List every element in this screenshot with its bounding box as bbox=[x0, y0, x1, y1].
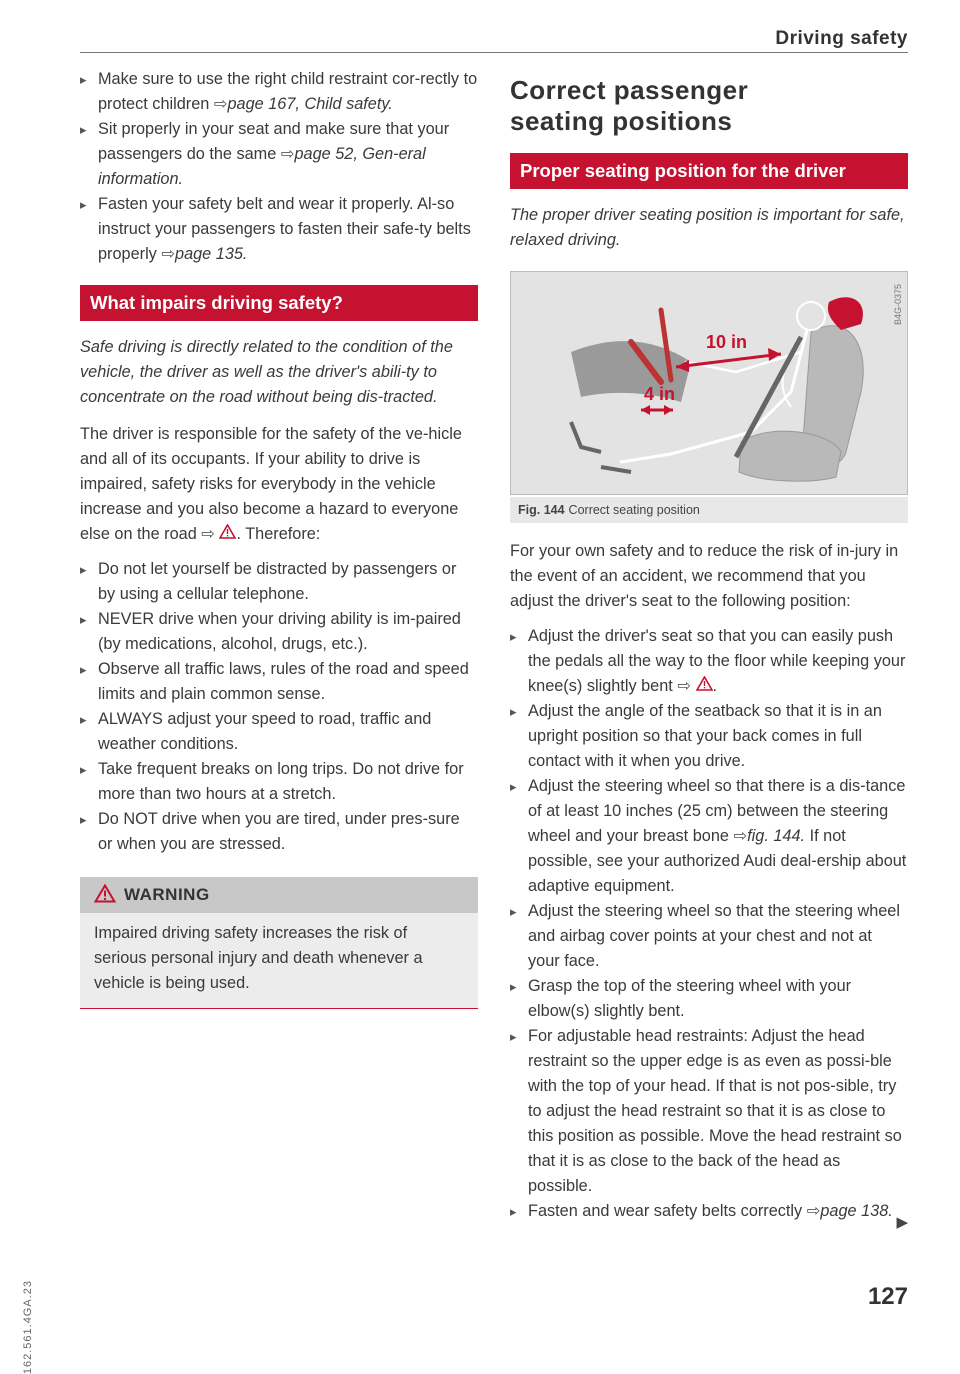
reference-arrow-icon: ⇨ bbox=[213, 95, 228, 113]
warning-title: WARNING bbox=[80, 877, 478, 913]
top-bullet-list bbox=[80, 67, 478, 267]
list-item: ▸ Make sure to use the right child restraint cor-rectly to protect children ⇨page 167, Child safety. bbox=[80, 67, 478, 117]
list-item: ▸ Adjust the steering wheel so that the steering wheel and airbag cover points at your chest and not at your face. bbox=[510, 899, 908, 974]
reference-arrow-icon: ⇨ bbox=[201, 525, 220, 543]
page-title: Correct passenger seating positions bbox=[510, 75, 749, 136]
figure-reference[interactable]: fig. 144. bbox=[747, 827, 806, 845]
page-reference[interactable]: page 138. bbox=[820, 1202, 893, 1220]
distance-label-4in: 4 in bbox=[644, 384, 676, 404]
list-item: ▸ NEVER drive when your driving ability is im-paired (by medications, alcohol, drugs, etc.). bbox=[80, 607, 478, 657]
driver-seating-diagram bbox=[511, 272, 907, 494]
list-item: ▸ Take frequent breaks on long trips. Do not drive for more than two hours at a stretch. bbox=[80, 757, 478, 807]
impairment-bullet-list bbox=[80, 557, 478, 857]
figure-caption: Fig. 144 Correct seating position bbox=[510, 497, 908, 523]
left-column bbox=[80, 67, 478, 1009]
list-item: ▸ Fasten and wear safety belts correctly ⇨page 138. bbox=[510, 1199, 908, 1224]
body-paragraph: The driver is responsible for the safety of the ve-hicle and all of its occupants. If your ability to drive is impaired, safety risks for everybody in the vehicle increase and you also become a hazard to everyone else on the road ⇨ . Therefore: bbox=[80, 425, 462, 543]
warning-box bbox=[80, 877, 478, 1009]
warning-triangle-icon bbox=[696, 677, 713, 695]
list-item: ▸ Fasten your safety belt and wear it properly. Al-so instruct your passengers to fasten their safe-ty belts properly ⇨page 135. bbox=[80, 192, 478, 267]
page-reference[interactable]: page 167, Child safety. bbox=[227, 95, 393, 113]
list-item: ▸ Grasp the top of the steering wheel with your elbow(s) slightly bent. bbox=[510, 974, 908, 1024]
section-intro: The proper driver seating position is important for safe, relaxed driving. bbox=[510, 206, 905, 249]
right-column bbox=[510, 75, 908, 1224]
figure-code: B4G-0375 bbox=[893, 284, 903, 326]
list-item: ▸ Observe all traffic laws, rules of the road and speed limits and plain common sense. bbox=[80, 657, 478, 707]
section-heading-impairs: What impairs driving safety? bbox=[80, 285, 478, 321]
list-item: ▸ Adjust the driver's seat so that you can easily push the pedals all the way to the floor while keeping your knee(s) slightly bent ⇨ . bbox=[510, 624, 908, 699]
reference-arrow-icon: ⇨ bbox=[733, 827, 748, 845]
reference-arrow-icon: ⇨ bbox=[280, 145, 295, 163]
warning-triangle-icon bbox=[94, 884, 116, 908]
running-header: Driving safety bbox=[775, 28, 908, 49]
list-item: ▸ For adjustable head restraints: Adjust the head restraint so the upper edge is as even as possi-ble with the top of your head. If that is not pos-sible, try to adjust the head restraint so that it is as close to this position as possible. Move the head restraint so that it is as close to the back of the head as possible. bbox=[510, 1024, 908, 1199]
list-item: ▸ Adjust the steering wheel so that there is a dis-tance of at least 10 inches (25 cm) between the steering wheel and your breast bone ⇨fig. 144. If not possible, see your authorized Audi deal-ership about adaptive equipment. bbox=[510, 774, 908, 899]
distance-label-10in: 10 in bbox=[706, 332, 748, 352]
reference-arrow-icon: ⇨ bbox=[806, 1202, 821, 1220]
document-code: 162.561.4GA.23 bbox=[22, 1280, 34, 1374]
header-divider bbox=[80, 52, 908, 53]
warning-triangle-icon bbox=[219, 525, 236, 543]
continue-arrow-icon: ▶ bbox=[896, 1214, 908, 1231]
list-item: ▸ Sit properly in your seat and make sure that your passengers do the same ⇨page 52, Gen-eral information. bbox=[80, 117, 478, 192]
reference-arrow-icon: ⇨ bbox=[161, 245, 176, 263]
list-item: ▸ Adjust the angle of the seatback so that it is in an upright position so that your back comes in full contact with it when you drive. bbox=[510, 699, 908, 774]
list-item: ▸ Do not let yourself be distracted by passengers or by using a cellular telephone. bbox=[80, 557, 478, 607]
page-reference[interactable]: page 52, Gen-eral information. bbox=[98, 145, 426, 188]
reference-arrow-icon: ⇨ bbox=[677, 677, 696, 695]
list-item: ▸ Do NOT drive when you are tired, under pres-sure or when you are stressed. bbox=[80, 807, 478, 857]
section-intro: Safe driving is directly related to the condition of the vehicle, the driver as well as the driver's abili-ty to concentrate on the road without being dis-tracted. bbox=[80, 338, 453, 406]
page-reference[interactable]: page 135. bbox=[175, 245, 248, 263]
seating-bullet-list bbox=[510, 624, 908, 1224]
figure bbox=[510, 271, 908, 523]
list-item: ▸ ALWAYS adjust your speed to road, traffic and weather conditions. bbox=[80, 707, 478, 757]
body-paragraph: For your own safety and to reduce the risk of in-jury in the event of an accident, we recommend that you adjust the driver's seat to the following position: bbox=[510, 542, 899, 610]
page-number: 127 bbox=[867, 1283, 908, 1310]
warning-text: Impaired driving safety increases the risk of serious personal injury and death whenever a vehicle is being used. bbox=[94, 924, 423, 992]
seating-illustration bbox=[510, 271, 908, 495]
section-heading-driver: Proper seating position for the driver bbox=[510, 153, 908, 189]
